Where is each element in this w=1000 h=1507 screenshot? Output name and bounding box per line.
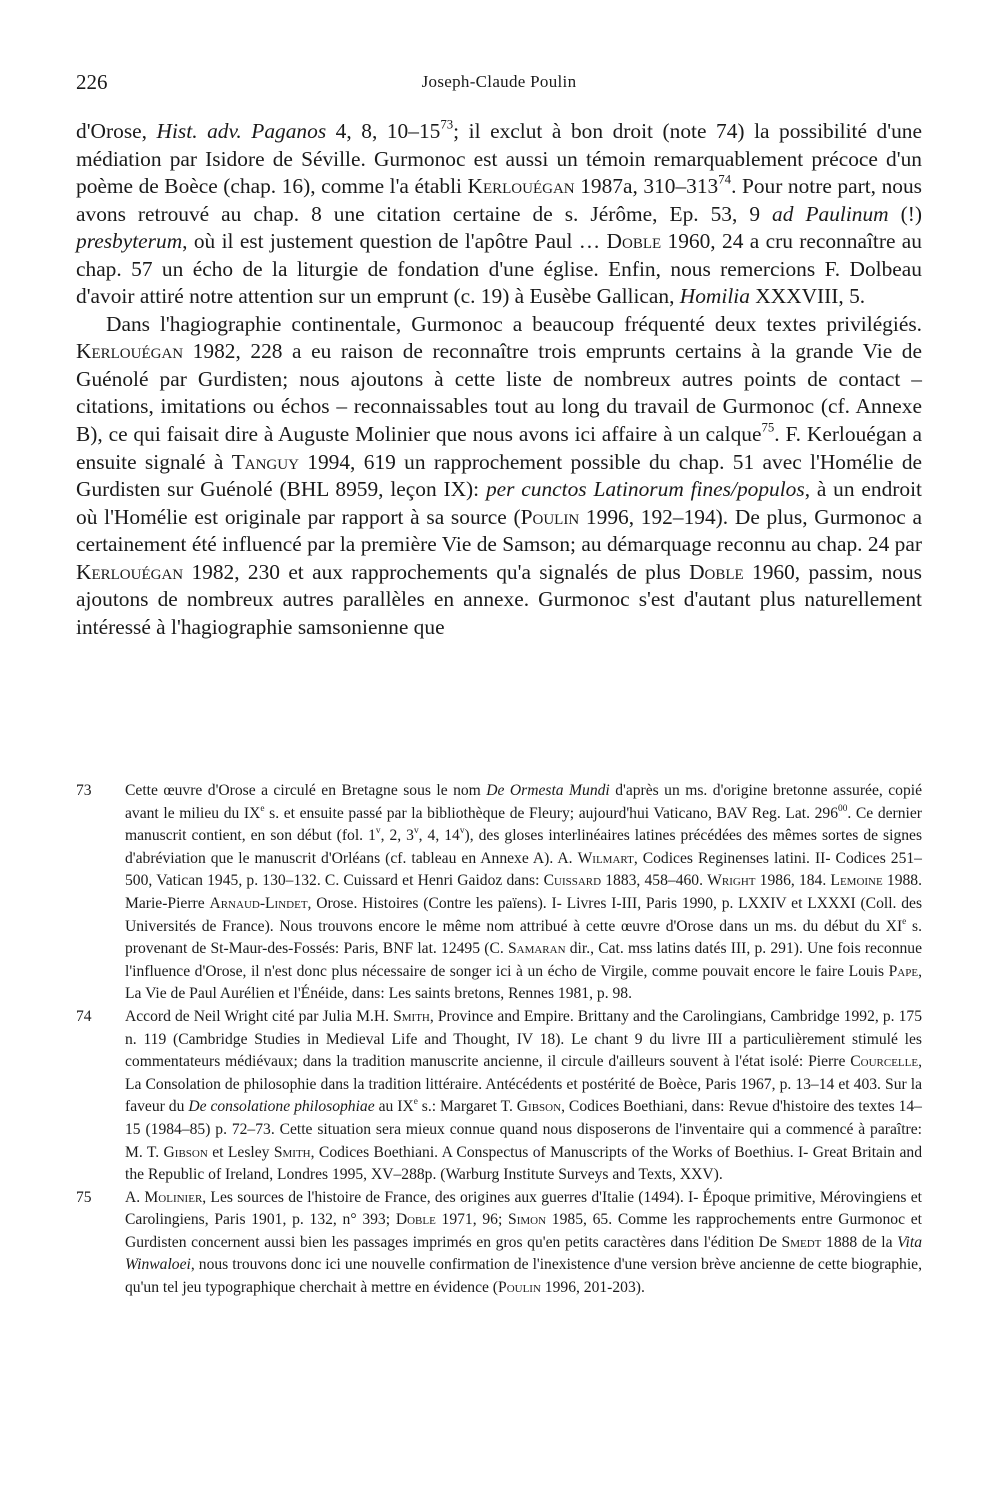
author-name: Kerlouégan bbox=[76, 559, 184, 584]
text-span: s. provenant de St-Maur-des-Fossés: Paris, BNF lat. 12495 (C. bbox=[125, 917, 922, 958]
text-span: , à un endroit où l'Homélie est originale par rapport à sa source ( bbox=[76, 477, 922, 529]
text-span: . Ce dernier manuscrit contient, en son début (fol. 1 bbox=[125, 804, 922, 845]
text-span: 1888 de la bbox=[821, 1233, 898, 1251]
superscript: e bbox=[260, 803, 265, 814]
italic-title: De Ormesta Mundi bbox=[486, 782, 610, 799]
footnote-74 bbox=[76, 1006, 922, 1187]
author-name: Kerlouégan bbox=[76, 339, 184, 364]
text-span: XXXVIII, 5. bbox=[749, 284, 866, 309]
author-name: Smith bbox=[273, 1143, 311, 1161]
italic-title: De consolatione philosophiae bbox=[188, 1098, 375, 1116]
text-span: Dans l'hagiographie continentale, Gurmonoc a beaucoup fréquenté deux textes privilégiés. bbox=[106, 311, 922, 336]
text-span: d'Orose, bbox=[76, 119, 157, 143]
text-span: , La Consolation de philosophie dans la tradition littéraire. Antécédents et postérité de Boèce, Paris 1967, p. 13–14 et 403. Sur la faveur du bbox=[125, 1053, 922, 1116]
author-name: Courcelle bbox=[850, 1053, 919, 1071]
text-span: , 2, 3 bbox=[380, 827, 414, 845]
footnotes bbox=[76, 780, 922, 1300]
author-name: Cuissard bbox=[543, 872, 602, 890]
text-span: Cette œuvre d'Orose a circulé en Bretagne sous le nom bbox=[125, 782, 487, 799]
text-span: , Codices Reginenses latini. II- Codices 251–500, Vatican 1945, p. 130–132. C. Cuissard et Henri Gaidoz dans: bbox=[125, 849, 922, 890]
superscript: e bbox=[413, 1097, 418, 1108]
author-name: Doble bbox=[606, 229, 662, 254]
author-name: Smedt bbox=[781, 1233, 822, 1251]
page-header bbox=[76, 70, 922, 100]
text-span: dir., Cat. mss latins datés III, p. 291). Une fois reconnue l'influence d'Orose, il n'est donc plus nécessaire de songer ici à un écho de Virgile, comme pouvait encore le faire Louis bbox=[125, 940, 923, 980]
main-text bbox=[76, 118, 922, 641]
author-name: Wilmart bbox=[577, 849, 634, 867]
text-span: d'après un ms. d'origine bretonne assurée, copié avant le milieu du IX bbox=[125, 782, 923, 822]
footnote-number: 74 bbox=[76, 1007, 92, 1025]
text-span: 1996, 192–194). De plus, Gurmonoc a certainement été influencé par la première Vie de Samson; au démarquage reconnu au chap. 24 par bbox=[76, 504, 923, 557]
text-span: , Les sources de l'histoire de France, des origines aux guerres d'Italie (1494). I- Époque primitive, Mérovingiens et Carolingiens, Paris 1901, p. 132, n° 393; bbox=[125, 1188, 922, 1229]
text-span: au IX bbox=[374, 1098, 414, 1116]
text-span: 1982, 228 a eu raison de reconnaître trois emprunts certains à la grande Vie de Guénolé par Gurdisten; nous ajoutons à cette liste de nombreux autres points de contact – citations, imitations ou échos – reconnaissables tout au long du travail de Gurmonoc (cf. Annexe B), ce qui faisait dire à Auguste Molinier que nous avons ici affaire à un calque bbox=[76, 339, 922, 447]
italic-title: Vita Winwaloei bbox=[125, 1233, 922, 1274]
footnote-number: 73 bbox=[76, 782, 92, 799]
italic-title: Hist. adv. Paganos bbox=[156, 119, 327, 143]
superscript: v bbox=[459, 826, 465, 837]
text-span: 1996, 201-203). bbox=[540, 1279, 645, 1297]
running-head: Joseph-Claude Poulin bbox=[421, 72, 577, 91]
text-span: 1985, 65. Comme les rapprochements entre Gurmonoc et Gurdisten concernent aussi bien les passages imprimés en gros qu'en petits caractères dans l'édition De bbox=[125, 1211, 922, 1251]
text-span: 1960, passim, nous ajoutons de nombreux autres parallèles en annexe. Gurmonoc s'est d'autant plus naturellement intéressé à l'hagiographie samsonienne que bbox=[76, 559, 922, 639]
text-span: ; il exclut à bon droit (note 74) la possibilité d'une médiation par Isidore de Séville. Gurmonoc est aussi un témoin remarquablement précoce d'un poème de Boèce (chap. 16), comme l'a établi bbox=[76, 119, 922, 199]
author-name: Samaran bbox=[507, 940, 566, 958]
text-span: 1982, 230 et aux rapprochements qu'a signalés de plus bbox=[183, 559, 690, 584]
text-span: , Codices Boethiani. A Conspectus of Manuscripts of the Works of Boethius. I- Great Britain and the Republic of Ireland, Londres 1995, XV–288p. (Warburg Institute Surveys and Texts, XXV). bbox=[125, 1143, 923, 1184]
text-span: s.: Margaret T. bbox=[417, 1098, 517, 1116]
text-span: ), des gloses interlinéaires latines précédées des mêmes sortes de signes d'abréviation que le manuscrit d'Orléans (cf. tableau en Annexe A). A. bbox=[125, 827, 923, 867]
text-span: 1971, 96; bbox=[435, 1211, 509, 1229]
text-span: 1960, 24 a cru reconnaître au chap. 57 un écho de la liturgie de fondation d'une église. Enfin, nous remercions F. Dolbeau d'avoir attiré notre attention sur un emprunt (c. 19) à Eusèbe Gallican, bbox=[76, 229, 922, 309]
text-span: . F. Kerlouégan a ensuite signalé à bbox=[76, 422, 922, 474]
text-span: et Lesley bbox=[207, 1143, 274, 1161]
author-name: Kerlouégan bbox=[467, 174, 575, 199]
author-name: Molinier bbox=[144, 1188, 203, 1206]
text-span: , où il est justement question de l'apôtre Paul … bbox=[182, 229, 607, 254]
text-span: 1883, 458–460. bbox=[601, 872, 708, 890]
italic-title: presbyterum bbox=[76, 229, 183, 254]
italic-quote: per cunctos Latinorum fines/populos bbox=[485, 477, 805, 502]
paragraph bbox=[76, 118, 922, 311]
author-name: Wright bbox=[707, 872, 756, 890]
paragraph bbox=[76, 311, 922, 642]
footnote-ref[interactable]: 75 bbox=[761, 420, 775, 435]
text-span: A. bbox=[125, 1188, 145, 1206]
author-name: Arnaud-Lindet bbox=[209, 894, 308, 912]
text-span: 1988. Marie-Pierre bbox=[125, 872, 922, 912]
author-name: Lemoine bbox=[830, 872, 883, 890]
text-span: 1994, 619 un rapprochement possible du chap. 51 avec l'Homélie de Gurdisten sur Guénolé (BHL 8959, leçon IX): bbox=[76, 449, 923, 502]
author-name: Poulin bbox=[520, 504, 580, 529]
author-name: Poulin bbox=[498, 1279, 541, 1297]
footnote-ref[interactable]: 73 bbox=[440, 117, 454, 132]
text-span: Accord de Neil Wright cité par Julia M.H. bbox=[125, 1007, 394, 1025]
footnote-75 bbox=[76, 1187, 922, 1300]
footnote-ref[interactable]: 74 bbox=[718, 172, 732, 187]
superscript: v bbox=[375, 826, 381, 837]
text-span: 4, 8, 10–15 bbox=[326, 119, 441, 143]
page-number: 226 bbox=[76, 70, 108, 94]
author-name: Doble bbox=[395, 1211, 436, 1229]
text-span: , Province and Empire. Brittany and the Carolingians, Cambridge 1992, p. 175 n. 119 (Cambridge Studies in Medieval Life and Thought, IV 18). Le chant 9 du livre III a particulièrement stimulé les commentateurs médiévaux; dans la tradition manuscrite ancienne, il circule d'ailleurs souvent à l'état isolé: Pierre bbox=[125, 1007, 922, 1071]
author-name: Doble bbox=[689, 559, 744, 584]
superscript: e bbox=[902, 916, 907, 927]
footnote-73 bbox=[76, 780, 922, 1006]
text-span: . Pour notre part, nous avons retrouvé au chap. 8 une citation certaine de s. Jérôme, Ep. 53, 9 bbox=[76, 174, 922, 226]
text-span: , nous trouvons donc ici une nouvelle confirmation de l'inexistence d'une version brève ancienne de cette biographie, qu'un tel jeu typographique cherchait à mettre en évidence ( bbox=[125, 1256, 922, 1297]
author-name: Gibson bbox=[163, 1143, 208, 1161]
text-span: , 4, 14 bbox=[418, 827, 460, 845]
footnote-number: 75 bbox=[76, 1188, 92, 1206]
text-span: s. et ensuite passé par la bibliothèque de Fleury; aujourd'hui Vaticano, BAV Reg. Lat. 296 bbox=[264, 804, 839, 822]
author-name: Gibson bbox=[516, 1098, 562, 1116]
text-span: 1987a, 310–313 bbox=[574, 174, 719, 199]
author-name: Simon bbox=[508, 1211, 547, 1229]
text-span: 1986, 184. bbox=[755, 872, 831, 890]
italic-title: Homilia bbox=[679, 284, 750, 309]
superscript: v bbox=[413, 826, 419, 837]
author-name: Tanguy bbox=[231, 449, 299, 474]
author-name: Pape bbox=[888, 962, 919, 980]
author-name: Smith bbox=[393, 1007, 430, 1025]
text-span: (!) bbox=[888, 201, 922, 226]
italic-title: ad Paulinum bbox=[772, 201, 889, 226]
superscript: 00 bbox=[838, 803, 848, 814]
text-span: , Orose. Histoires (Contre les païens). I- Livres I-III, Paris 1990, p. LXXIV et LXXXI (Coll. des Universités de France). Nous trouvons encore le même nom attribué à cette œuvre d'Orose dans un ms. du début du XI bbox=[125, 894, 923, 935]
text-span: , Codices Boethiani, dans: Revue d'histoire des textes 14–15 (1984–85) p. 72–73. Cette situation sera mieux connue quand nous disposerons de l'inventaire qui a commencé à paraître: M. T. bbox=[125, 1098, 922, 1161]
text-span: , La Vie de Paul Aurélien et l'Énéide, dans: Les saints bretons, Rennes 1981, p. 98. bbox=[125, 962, 922, 1003]
